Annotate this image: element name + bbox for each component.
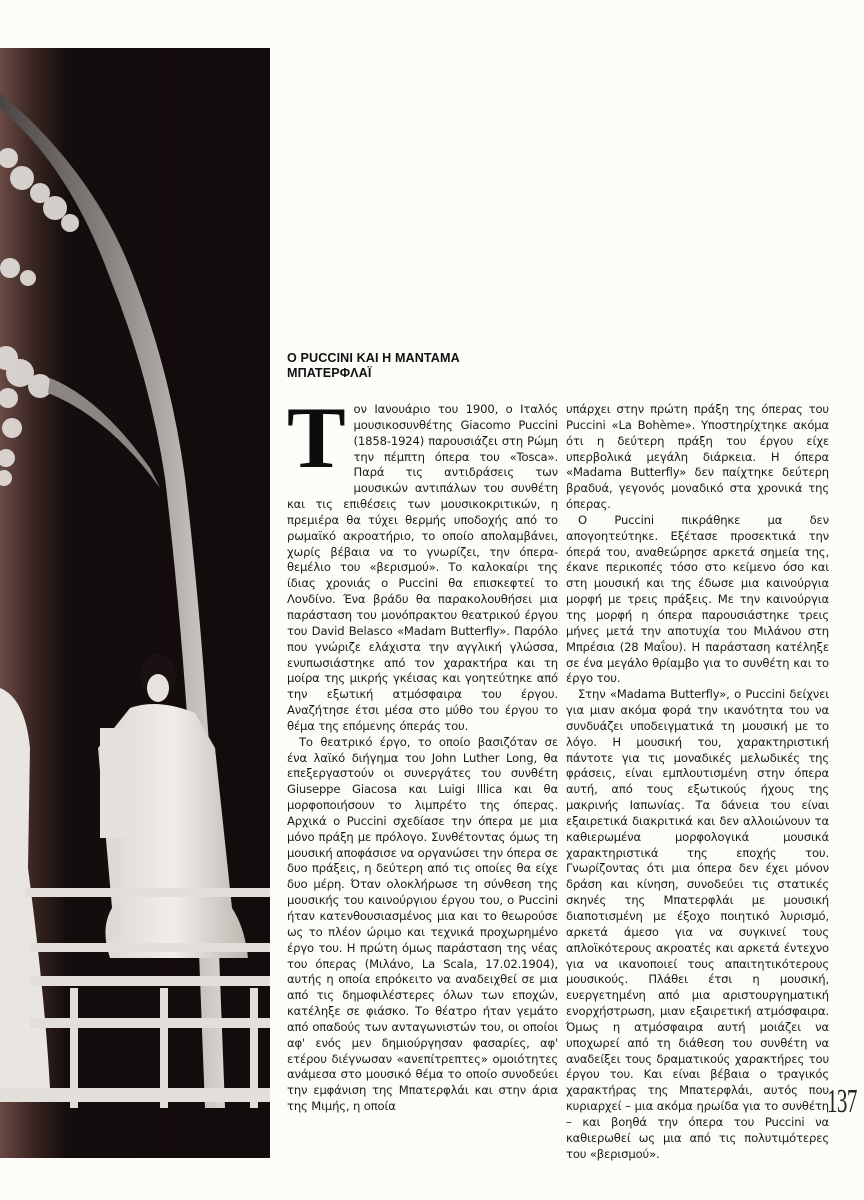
heading-line-1: Ο PUCCINI ΚΑΙ Η ΜΑΝΤΑΜΑ: [287, 351, 460, 365]
photo-illustration: [0, 48, 270, 1158]
text-column-2: [566, 402, 829, 1163]
paragraph: Ο Puccini πικράθηκε μα δεν απογοητεύτηκε. Εξέτασε προσεκτικά την όπερά του, αναθεώρησε αρκετά σημεία της, έκανε περικοπές τόσο στο κείμενο όσο και στη μουσική και της έδωσε μια καινούργια μορφή με τρεις πράξεις. Με την καινούργια της μορφή η όπερα παρουσιάστηκε τρεις μήνες μετά την αποτυχία του Μιλάνου στη Μπρέσια (28 Μαΐου). Η παράσταση κατέληξε σε ένα μεγάλο θρίαμβο για το συνθέτη και το έργο του.: [566, 512, 829, 686]
article-heading: [287, 351, 567, 381]
drop-cap: Τ: [287, 390, 346, 487]
paragraph-text: ον Ιανουάριο του 1900, ο Ιταλός μουσικοσυνθέτης Giacomo Puccini (1858-1924) παρουσιάζει στη Ρώμη την πέμπτη όπερα του «Tosca». Παρά τις αντιδράσεις των μουσικών αντιπάλων του συνθέτη και τις επιθέσεις των μουσικοκριτικών, η πρεμιέρα θα τύχει θερμής υποδοχής από το ρωμαϊκό ακροατήριο, το οποίο απολαμβάνει, χωρίς βέβαια να το γνωρίζει, την όπερα-θεμέλιο του «βερισμού». Το καλοκαίρι της ίδιας χρονιάς ο Puccini θα επισκεφτεί το Λονδίνο. Ένα βράδυ θα παρακολουθήσει μια παράσταση του μονόπρακτου θεατρικού έργου του David Belasco «Madam Butterfly». Παρόλο που γνώριζε ελάχιστα την αγγλική γλώσσα, ενυπωσιάστηκε από τον χαρακτήρα και τη μοίρα της μικρής γκέισας και γοητεύτηκε από την εξωτική ατμόσφαιρα του έργου. Αναζήτησε έτσι μέσα στο μύθο του έργου το θέμα της επόμενης όπεράς του.: [287, 402, 558, 733]
paragraph: Το θεατρικό έργο, το οποίο βασιζόταν σε ένα λαϊκό διήγημα του John Luther Long, θα επεξεργαστούν οι συνεργάτες του συνθέτη Giuseppe Giacosa και Luigi Illica και θα μορφοποιήσουν το λιμπρέτο της όπερας. Αρχικά ο Puccini σχεδίασε την όπερα με μια μόνο πράξη με πρόλογο. Συνθέτοντας όμως τη μουσική αποφάσισε να οργανώσει την όπερα σε δυο πράξεις, η δεύτερη από τις οποίες θα είχε δυο μέρη. Όταν ολοκλήρωσε τη σύνθεση της μουσικής του καινούργιου έργου του, ο Puccini ήταν κατενθουσιασμένος μια και το θεωρούσε ως το πλέον ώριμο και τεχνικά προχωρημένο έργο του. Η πρώτη όμως παράσταση της νέας του όπερας (Μιλάνο, La Scala, 17.02.1904), αυτής η οποία επρόκειτο να αναδειχθεί σε μια από τις δημοφιλέστερες όλων των εποχών, κατέληξε σε φιάσκο. Το θέατρο ήταν γεμάτο από οπαδούς των ανταγωνιστών του, οι οποίοι αφ' ενός μεν δημιούργησαν φασαρίες, αφ' ετέρου διέγνωσαν «ανεπίτρεπτες» ομοιότητες ανάμεσα στο μουσικό θέμα το οποίο συνοδεύει την εμφάνιση της Μπατερφλάι και στην άρια της Μιμής, η οποία: [287, 734, 558, 1114]
paragraph: [287, 390, 558, 735]
text-column-1: [287, 390, 558, 1115]
paragraph: Στην «Madama Butterfly», ο Puccini δείχνει για μιαν ακόμα φορά την ικανότητα του να συνδυάζει υποδειγματικά τη μουσική με το λόγο. Η μουσική του, χαρακτηριστική πάντοτε για τις μοναδικές μελωδικές της φράσεις, είναι εμπλουτισμένη στην όπερα αυτή, από τους εξωτικούς ήχους της μακρινής Ιαπωνίας. Τα δάνεια του είναι εξαιρετικά διακριτικά και δεν αλλοιώνουν τα καθιερωμένα μορφολογικά μουσικά χαρακτηριστικά της εποχής του. Γνωρίζοντας ότι μια όπερα δεν έχει μόνον δράση και κίνηση, συνοδεύει τις στατικές σκηνές της Μπατερφλάι με μουσική διαποτισμένη με έξοχο ποιητικό λυρισμό, αρκετά άμεσο για να συγκινεί τους απλοϊκότερους ακροατές και αρκετά έντεχνο για να ικανοποιεί τους απαιτητικότερους μουσικούς. Πλάθει έτσι η μουσική, ευεργετημένη από μια αριστουργηματική ενορχήστρωση, μιαν εξαιρετική ατμόσφαιρα. Όμως η ατμόσφαιρα αυτή μοιάζει να υποχωρεί από τη διάθεση του συνθέτη να αναδείξει τους δραματικούς χαρακτήρες του έργου του. Και είναι βέβαια ο τραγικός χαρακτήρας της Μπατερφλάι, αυτός που κυριαρχεί – μια ακόμα ηρωίδα για το συνθέτη – και βοηθά την όπερα του Puccini να καθιερωθεί ως μια από τις πολυτιμότερες του «βερισμού».: [566, 687, 829, 1161]
paragraph: υπάρχει στην πρώτη πράξη της όπερας του Puccini «La Bohème». Υποστηρίχτηκε ακόμα ότι η δεύτερη πράξη του έργου είχε υπερβολικά μεγάλη διάρκεια. Η όπερα «Madama Butterfly» δεν παίχτηκε δεύτερη βραδυά, γεγονός μοναδικό στα χρονικά της όπερας.: [566, 402, 829, 512]
heading-line-2: ΜΠΑΤΕΡΦΛΑΪ: [287, 366, 372, 380]
page-number: 137: [827, 1083, 857, 1120]
stage-photograph: [0, 48, 270, 1158]
